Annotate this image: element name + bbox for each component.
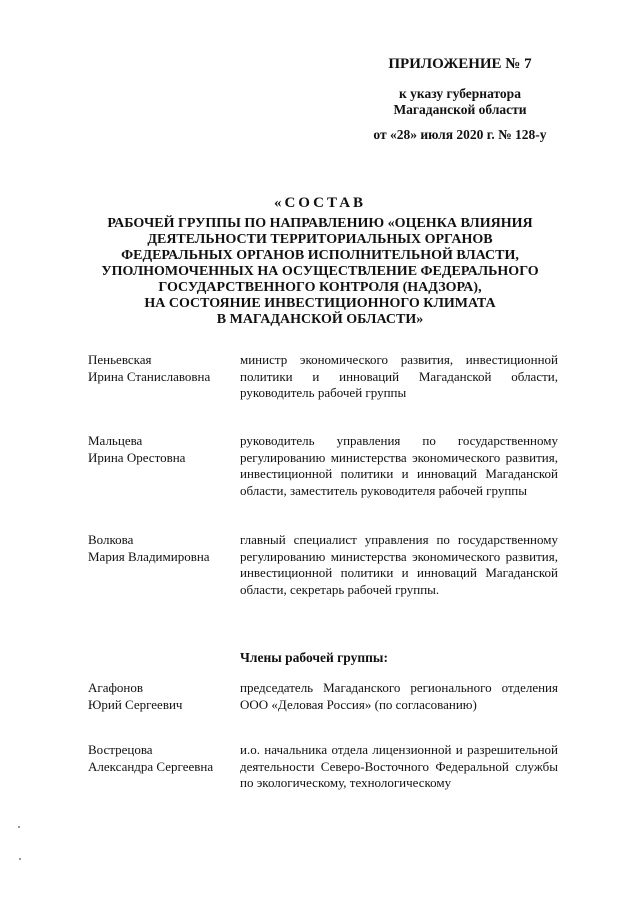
subtitle-line: ФЕДЕРАЛЬНЫХ ОРГАНОВ ИСПОЛНИТЕЛЬНОЙ ВЛАСТИ, (121, 248, 519, 263)
member-surname: Агафонов (88, 680, 144, 695)
member-role: и.о. начальника отдела лицензионной и разрешительной деятельности Северо-Восточного Федеральной службы по экологическому, технологическому (240, 742, 558, 790)
member-name (88, 352, 238, 385)
member-name (88, 532, 238, 565)
subtitle-line: РАБОЧЕЙ ГРУППЫ ПО НАПРАВЛЕНИЮ «ОЦЕНКА ВЛИЯНИЯ (107, 216, 533, 231)
member-role: главный специалист управления по государственному регулированию министерства экономического развития, инвестиционной политики и инноваций Магаданской области, секретарь рабочей группы. (240, 532, 558, 597)
member-name (88, 680, 238, 713)
subtitle-line: УПОЛНОМОЧЕННЫХ НА ОСУЩЕСТВЛЕНИЕ ФЕДЕРАЛЬНОГО (101, 264, 539, 279)
member-given-name: Ирина Станиславовна (88, 368, 211, 384)
appendix-region-line: Магаданской области (393, 102, 527, 117)
appendix-decree-line: к указу губернатора (399, 86, 521, 101)
appendix-title: ПРИЛОЖЕНИЕ № 7 (388, 56, 532, 72)
member-surname: Мальцева (88, 433, 143, 448)
subtitle-line: ГОСУДАРСТВЕННОГО КОНТРОЛЯ (НАДЗОРА), (158, 280, 482, 295)
member-surname: Волкова (88, 532, 134, 547)
member-given-name: Ирина Орестовна (88, 449, 186, 465)
member-role: министр экономического развития, инвестиционной политики и инноваций Магаданской области, руководитель рабочей группы (240, 352, 558, 400)
member-surname: Пеньевская (88, 352, 152, 367)
document-subtitle (60, 216, 580, 328)
member-given-name: Юрий Сергеевич (88, 696, 183, 712)
member-name (88, 433, 238, 466)
member-given-name: Мария Владимировна (88, 548, 210, 564)
scan-speck (18, 826, 20, 828)
subtitle-line: НА СОСТОЯНИЕ ИНВЕСТИЦИОННОГО КЛИМАТА (144, 296, 496, 311)
member-surname: Вострецова (88, 742, 153, 757)
appendix-date: от «28» июля 2020 г. № 128-у (373, 127, 547, 142)
member-role: председатель Магаданского регионального отделения ООО «Деловая Россия» (по согласованию) (240, 680, 558, 712)
scan-speck (19, 858, 21, 860)
subtitle-line: ДЕЯТЕЛЬНОСТИ ТЕРРИТОРИАЛЬНЫХ ОРГАНОВ (147, 232, 493, 247)
document-title: «СОСТАВ (273, 195, 367, 211)
member-given-name: Александра Сергеевна (88, 758, 214, 774)
member-role: руководитель управления по государственному регулированию министерства экономического развития, инвестиционной политики и инноваций Магаданской области, заместитель руководителя рабочей группы (240, 433, 558, 498)
subtitle-line: В МАГАДАНСКОЙ ОБЛАСТИ» (216, 312, 424, 327)
member-name (88, 742, 238, 775)
members-section-heading: Члены рабочей группы: (240, 650, 388, 665)
